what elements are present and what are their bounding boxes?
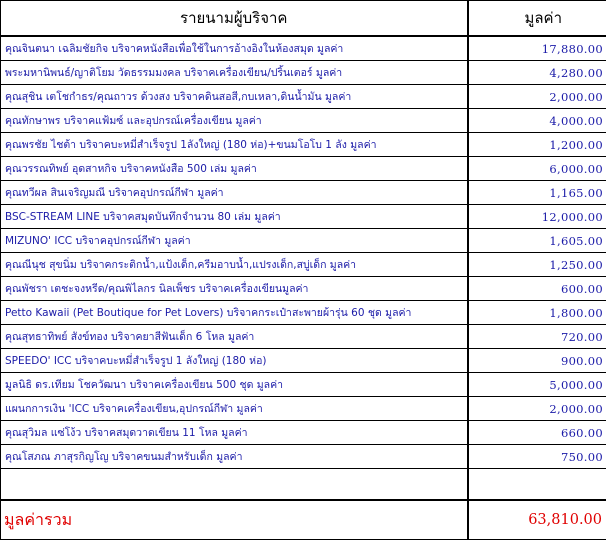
donation-amount: 1,165.00 xyxy=(468,181,606,205)
blank-cell xyxy=(468,469,606,501)
donation-amount: 1,800.00 xyxy=(468,301,606,325)
donation-row xyxy=(1,157,606,181)
donation-row xyxy=(1,133,606,157)
donor-description: คุณสุวิมล แซ่โง้ว บริจาคสมุดวาดเขียน 11 โหล มูลค่า xyxy=(1,421,468,445)
donor-description: คุณทักษาพร บริจาคแฟ้มซ์ และอุปกรณ์เครื่องเขียน มูลค่า xyxy=(1,109,468,133)
donor-description: คุณวรรณทิพย์ อุดสาหกิจ บริจาคหนังสือ 500 เล่ม มูลค่า xyxy=(1,157,468,181)
donor-description: แผนกการเงิน 'ICC บริจาคเครื่องเขียน,อุปกรณ์กีฬา มูลค่า xyxy=(1,397,468,421)
donation-row xyxy=(1,229,606,253)
donation-row xyxy=(1,421,606,445)
donation-amount: 17,880.00 xyxy=(468,36,606,61)
donor-description: MIZUNO' ICC บริจาคอุปกรณ์กีฬา มูลค่า xyxy=(1,229,468,253)
donor-description: Petto Kawaii (Pet Boutique for Pet Lovers) บริจาคกระเป๋าสะพายผ้ารุ่น 60 ชุด มูลค่า xyxy=(1,301,468,325)
donor-description: คุณทวีผล สินเจริญมณี บริจาคอุปกรณ์กีฬา มูลค่า xyxy=(1,181,468,205)
donation-row xyxy=(1,445,606,469)
donation-amount: 12,000.00 xyxy=(468,205,606,229)
donor-description: คุณณีนุช สุขนิ่ม บริจาคกระติกน้ำ,แป้งเด็ก,ครีมอาบน้ำ,แปรงเด็ก,สบู่เด็ก มูลค่า xyxy=(1,253,468,277)
donor-column-header: รายนามผู้บริจาค xyxy=(1,1,468,37)
header-row xyxy=(1,1,606,37)
donation-amount: 1,200.00 xyxy=(468,133,606,157)
donation-amount: 4,000.00 xyxy=(468,109,606,133)
donation-amount: 5,000.00 xyxy=(468,373,606,397)
donor-description: มูลนิธิ ดร.เทียม โชควัฒนา บริจาคเครื่องเขียน 500 ชุด มูลค่า xyxy=(1,373,468,397)
donor-description: คุณสุทธาทิพย์ สังข์ทอง บริจาคยาสีฟันเด็ก 6 โหล มูลค่า xyxy=(1,325,468,349)
donation-amount: 900.00 xyxy=(468,349,606,373)
donor-description: คุณพัชรา เตชะจงหรีด/คุณพิไลกร นิลเพ็ชร บริจาคเครื่องเขียนมูลค่า xyxy=(1,277,468,301)
donation-row xyxy=(1,373,606,397)
donation-amount: 600.00 xyxy=(468,277,606,301)
donation-row xyxy=(1,397,606,421)
donation-row xyxy=(1,36,606,61)
donor-description: คุณสุชิน เตโชกำธร/คุณถาวร ด้วงสง บริจาคดินสอสี,กบเหลา,ดินน้ำมัน มูลค่า xyxy=(1,85,468,109)
donation-row xyxy=(1,61,606,85)
blank-row xyxy=(1,469,606,501)
donor-description: BSC-STREAM LINE บริจาคสมุดบันทึกจำนวน 80 เล่ม มูลค่า xyxy=(1,205,468,229)
total-row xyxy=(1,500,606,540)
total-amount: 63,810.00 xyxy=(468,500,606,540)
donation-row xyxy=(1,205,606,229)
value-column-header: มูลค่า xyxy=(468,1,606,37)
total-label: มูลค่ารวม xyxy=(1,500,468,540)
donation-amount: 1,250.00 xyxy=(468,253,606,277)
blank-cell xyxy=(1,469,468,501)
donor-description: SPEEDO' ICC บริจาคบะหมี่สำเร็จรูป 1 ลังใหญ่ (180 ห่อ) xyxy=(1,349,468,373)
donation-amount: 750.00 xyxy=(468,445,606,469)
donation-amount: 6,000.00 xyxy=(468,157,606,181)
donation-row xyxy=(1,277,606,301)
donation-row xyxy=(1,325,606,349)
donor-description: คุณโสภณ ภาสุรกิญโญ บริจาคขนมสำหรับเด็ก มูลค่า xyxy=(1,445,468,469)
donation-row xyxy=(1,253,606,277)
donation-amount: 1,605.00 xyxy=(468,229,606,253)
donor-description: คุณพรชัย ไชต้า บริจาคบะหมี่สำเร็จรูป 1ลังใหญ่ (180 ห่อ)+ขนมโอโบ 1 ลัง มูลค่า xyxy=(1,133,468,157)
donor-description: พระมหานิพนธ์/ญาติโยม วัดธรรมมงคล บริจาคเครื่องเขียน/ปริ้นเตอร์ มูลค่า xyxy=(1,61,468,85)
donation-row xyxy=(1,181,606,205)
donation-row xyxy=(1,85,606,109)
donor-description: คุณจินตนา เฉลิมชัยกิจ บริจาคหนังสือเพื่อใช้ในการอ้างอิงในห้องสมุด มูลค่า xyxy=(1,36,468,61)
donation-amount: 2,000.00 xyxy=(468,397,606,421)
donation-amount: 720.00 xyxy=(468,325,606,349)
donation-amount: 660.00 xyxy=(468,421,606,445)
donation-row xyxy=(1,301,606,325)
donation-amount: 4,280.00 xyxy=(468,61,606,85)
donation-row xyxy=(1,109,606,133)
donation-amount: 2,000.00 xyxy=(468,85,606,109)
donation-row xyxy=(1,349,606,373)
